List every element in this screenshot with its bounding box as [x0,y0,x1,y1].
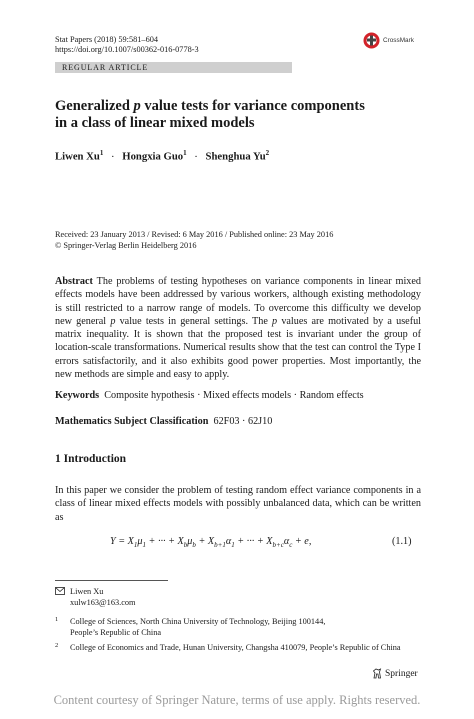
publisher-logo [372,668,418,679]
corresponding-author-email[interactable]: xulw163@163.com [70,598,136,607]
author-name[interactable]: Shenghua Yu [205,150,266,163]
author-affiliation-mark: 2 [265,149,270,157]
keywords-text: Composite hypothesis · Mixed effects models · Random effects [104,390,364,401]
author-separator: · [194,150,198,163]
affiliation-1-line-1: College of Sciences, North China University of Technology, Beijing 100144, [70,617,326,626]
springer-horse-icon [372,668,382,679]
publisher-name: Springer [385,668,418,679]
author-name[interactable]: Hongxia Guo [122,150,184,163]
equation-number: (1.1) [392,536,412,547]
msc-label: Mathematics Subject Classification [55,416,209,427]
author-affiliation-mark: 1 [99,149,104,157]
publication-dates: Received: 23 January 2013 / Revised: 6 May 2016 / Published online: 23 May 2016 [55,230,334,239]
crossmark-badge[interactable] [363,32,414,49]
keywords-label: Keywords [55,390,100,401]
title-line-1 [55,98,415,115]
affiliation-mark: 1 [55,616,59,623]
courtesy-notice: Content courtesy of Springer Nature, terms of use apply. Rights reserved. [53,693,421,707]
equation: $Y = X_1\mu_1$ + ··· + $X_b\mu_b + X_{b+1}\alpha_1$ + ··· + $X_{b+c}\alpha_c + e$, [110,536,312,550]
copyright-notice: © Springer-Verlag Berlin Heidelberg 2016 [55,241,197,250]
author-name[interactable]: Liwen Xu [55,150,100,163]
affiliation-2: College of Economics and Trade, Hunan University, Changsha 410079, People’s Republic of China [70,643,401,652]
msc-codes: 62F03 · 62J10 [213,416,273,427]
crossmark-icon [363,32,380,49]
author-separator: · [111,150,115,163]
keywords [55,390,364,401]
footnote-rule [55,580,168,581]
affiliation-1-line-2: People’s Republic of China [70,628,162,637]
title-line-2: in a class of linear mixed models [55,115,255,131]
envelope-icon [55,587,65,598]
paper-title [55,98,415,132]
journal-citation: Stat Papers (2018) 59:581–604 [55,35,159,44]
author-affiliation-mark: 1 [183,149,187,157]
crossmark-label: CrossMark [383,37,414,44]
section-heading: 1 Introduction [55,453,127,465]
abstract [55,275,421,381]
article-type-label: REGULAR ARTICLE [62,63,149,72]
title-line-1-text: Generalized p value tests for variance components [55,98,365,114]
abstract-label: Abstract [55,276,93,287]
corresponding-author-name: Liwen Xu [70,587,104,596]
abstract-text: The problems of testing hypotheses on variance components in linear mixed effects models have been addressed by various workers, although existing methodology is still restricted to a narrow range of models. To overcome this difficulty we develop new general p value tests in general settings. The p values are motivated by a useful matrix inequality. It is shown that the proposed test is invariant under the group of location-scale transformations. Numerical results show that the test can control the Type I errors satisfactorily, and it also exhibits good power properties. Most importantly, the new methods are simple and easy to apply. [55,276,422,381]
subject-classification [55,416,272,427]
affiliation-mark: 2 [55,642,59,649]
doi-link[interactable]: https://doi.org/10.1007/s00362-016-0778-3 [55,45,199,54]
author-list [55,149,269,163]
intro-paragraph: In this paper we consider the problem of testing random effect variance components in a class of linear mixed effects models with possibly unbalanced data, which can be written as [55,485,421,523]
